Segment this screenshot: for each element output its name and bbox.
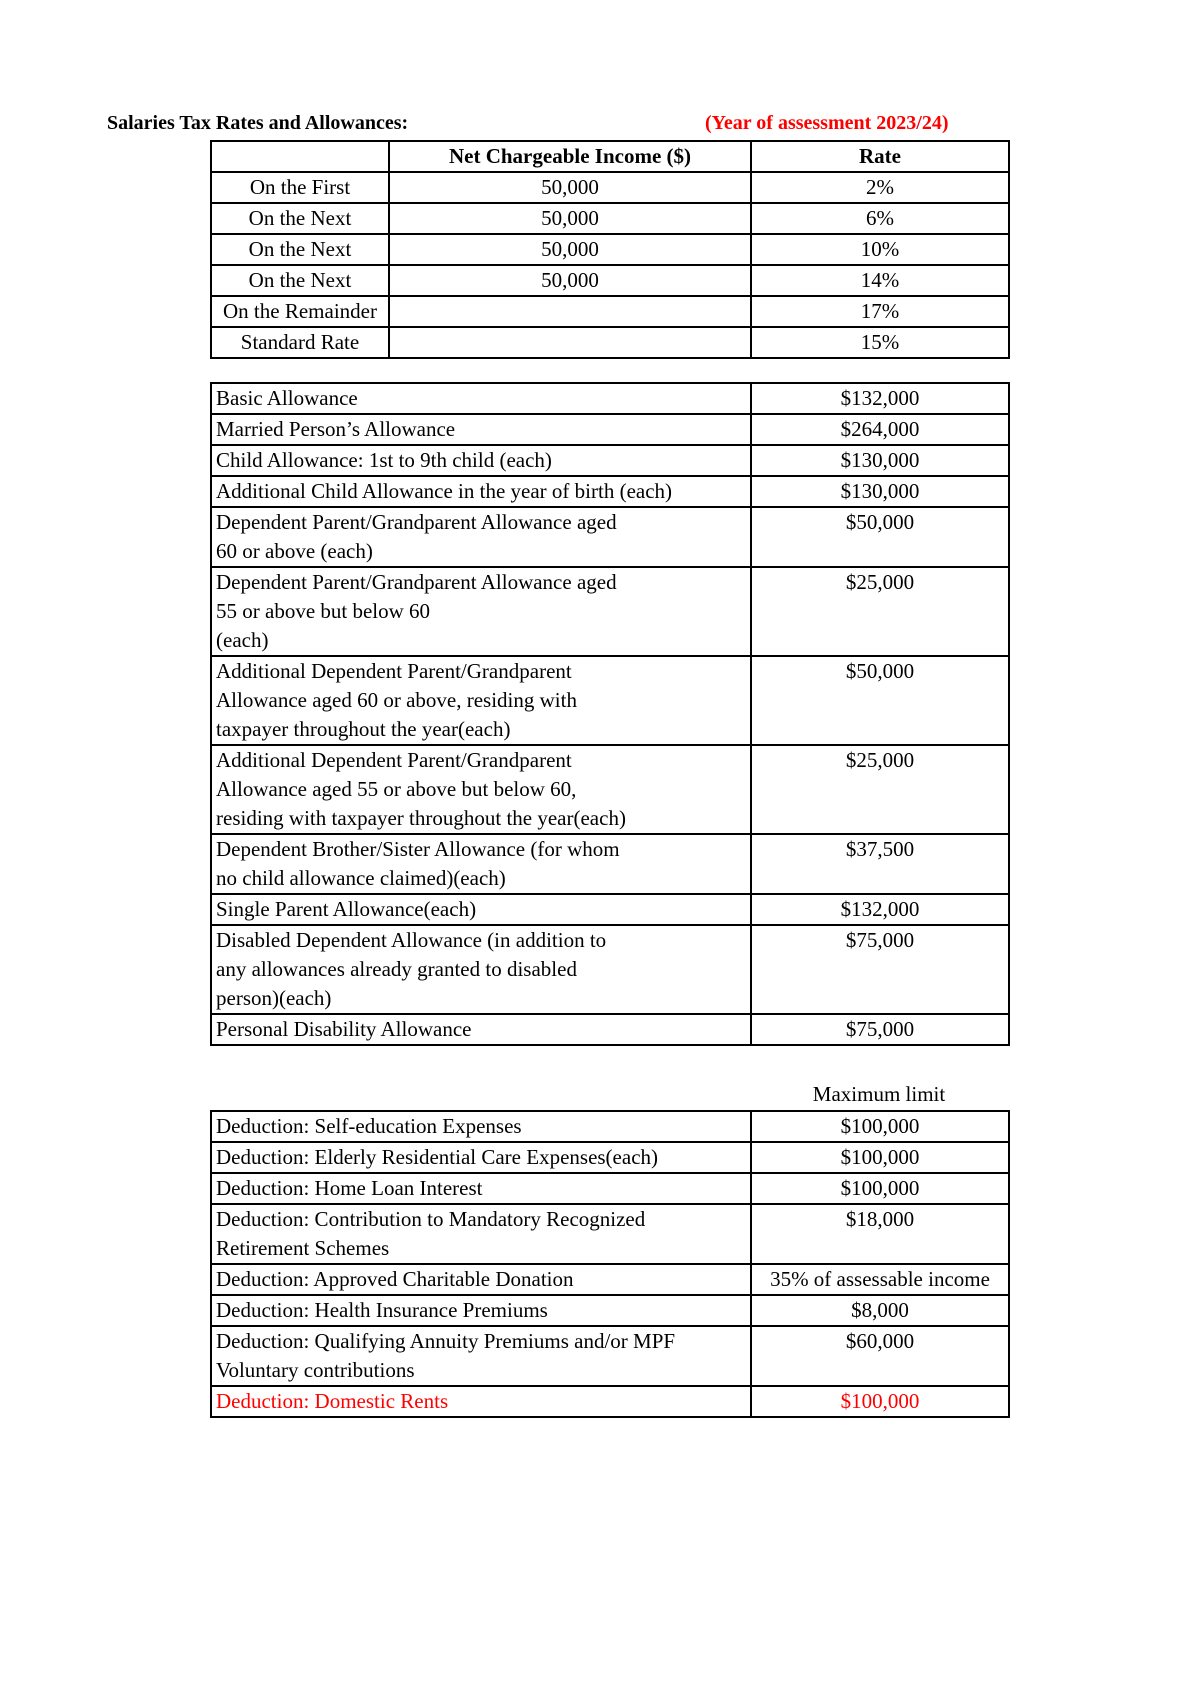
net-chargeable-income: 50,000 [389, 203, 751, 234]
table-header-row [211, 141, 1009, 172]
deduction-limit: $100,000 [751, 1142, 1009, 1173]
net-chargeable-income [389, 327, 751, 358]
deduction-name: Deduction: Approved Charitable Donation [211, 1264, 751, 1295]
allowance-amount: $50,000 [751, 656, 1009, 745]
deduction-name: Deduction: Qualifying Annuity Premiums and/or MPF Voluntary contributions [211, 1326, 751, 1386]
deduction-name: Deduction: Contribution to Mandatory Recognized Retirement Schemes [211, 1204, 751, 1264]
tax-rate: 2% [751, 172, 1009, 203]
bracket-label: On the First [211, 172, 389, 203]
deduction-name: Deduction: Self-education Expenses [211, 1111, 751, 1142]
tax-rate: 6% [751, 203, 1009, 234]
table-row [211, 445, 1009, 476]
table-row [211, 234, 1009, 265]
allowance-name: Dependent Brother/Sister Allowance (for whom no child allowance claimed)(each) [211, 834, 751, 894]
deduction-limit: $100,000 [751, 1386, 1009, 1417]
table-row [211, 172, 1009, 203]
table-row [211, 327, 1009, 358]
table-row [211, 1264, 1009, 1295]
tax-rate: 14% [751, 265, 1009, 296]
allowance-amount: $75,000 [751, 1014, 1009, 1045]
deduction-name: Deduction: Elderly Residential Care Expenses(each) [211, 1142, 751, 1173]
table-row [211, 1204, 1009, 1264]
allowance-name: Single Parent Allowance(each) [211, 894, 751, 925]
table-row [211, 265, 1009, 296]
page-title: Salaries Tax Rates and Allowances: [107, 112, 409, 134]
allowance-name: Dependent Parent/Grandparent Allowance aged 60 or above (each) [211, 507, 751, 567]
table-row [211, 1326, 1009, 1386]
table-row [211, 383, 1009, 414]
table-row [211, 1173, 1009, 1204]
allowance-amount: $25,000 [751, 745, 1009, 834]
allowance-amount: $50,000 [751, 507, 1009, 567]
bracket-label: Standard Rate [211, 327, 389, 358]
table-row [211, 1142, 1009, 1173]
deductions-table [210, 1110, 1010, 1418]
allowance-amount: $132,000 [751, 894, 1009, 925]
allowance-amount: $75,000 [751, 925, 1009, 1014]
deduction-limit: $8,000 [751, 1295, 1009, 1326]
allowance-name: Married Person’s Allowance [211, 414, 751, 445]
table-row [211, 1386, 1009, 1417]
table-row [211, 203, 1009, 234]
column-header [211, 141, 389, 172]
table-row [211, 414, 1009, 445]
deduction-name: Deduction: Domestic Rents [211, 1386, 751, 1417]
table-row [211, 296, 1009, 327]
table-row [211, 476, 1009, 507]
column-header: Net Chargeable Income ($) [389, 141, 751, 172]
net-chargeable-income: 50,000 [389, 265, 751, 296]
deduction-limit: 35% of assessable income [751, 1264, 1009, 1295]
table-row [211, 894, 1009, 925]
net-chargeable-income [389, 296, 751, 327]
table-row [211, 925, 1009, 1014]
deduction-name: Deduction: Home Loan Interest [211, 1173, 751, 1204]
column-header: Rate [751, 141, 1009, 172]
deduction-limit: $60,000 [751, 1326, 1009, 1386]
deduction-name: Deduction: Health Insurance Premiums [211, 1295, 751, 1326]
allowance-amount: $264,000 [751, 414, 1009, 445]
allowance-name: Disabled Dependent Allowance (in addition to any allowances already granted to disabled person)(each) [211, 925, 751, 1014]
assessment-year: (Year of assessment 2023/24) [705, 112, 949, 134]
table-row [211, 1111, 1009, 1142]
net-chargeable-income: 50,000 [389, 234, 751, 265]
allowance-name: Additional Dependent Parent/Grandparent Allowance aged 55 or above but below 60, residing with taxpayer throughout the year(each) [211, 745, 751, 834]
deduction-limit: $100,000 [751, 1173, 1009, 1204]
allowance-amount: $37,500 [751, 834, 1009, 894]
allowance-amount: $132,000 [751, 383, 1009, 414]
bracket-label: On the Next [211, 234, 389, 265]
deduction-limit: $18,000 [751, 1204, 1009, 1264]
bracket-label: On the Next [211, 203, 389, 234]
table-row [211, 656, 1009, 745]
table-row [211, 834, 1009, 894]
allowance-name: Dependent Parent/Grandparent Allowance aged 55 or above but below 60 (each) [211, 567, 751, 656]
tax-rate: 10% [751, 234, 1009, 265]
allowance-amount: $130,000 [751, 476, 1009, 507]
table-row [211, 745, 1009, 834]
allowance-name: Personal Disability Allowance [211, 1014, 751, 1045]
net-chargeable-income: 50,000 [389, 172, 751, 203]
tax-rates-table [210, 140, 1010, 359]
table-row [211, 567, 1009, 656]
allowance-name: Additional Dependent Parent/Grandparent Allowance aged 60 or above, residing with taxpayer throughout the year(each) [211, 656, 751, 745]
tax-rate: 15% [751, 327, 1009, 358]
allowance-name: Additional Child Allowance in the year of birth (each) [211, 476, 751, 507]
table-row [211, 1295, 1009, 1326]
allowance-amount: $130,000 [751, 445, 1009, 476]
bracket-label: On the Remainder [211, 296, 389, 327]
allowance-name: Basic Allowance [211, 383, 751, 414]
bracket-label: On the Next [211, 265, 389, 296]
allowance-name: Child Allowance: 1st to 9th child (each) [211, 445, 751, 476]
table-row [211, 1014, 1009, 1045]
maximum-limit-label: Maximum limit [812, 1082, 946, 1106]
table-row [211, 507, 1009, 567]
allowances-table [210, 382, 1010, 1046]
deduction-limit: $100,000 [751, 1111, 1009, 1142]
tax-rate: 17% [751, 296, 1009, 327]
allowance-amount: $25,000 [751, 567, 1009, 656]
